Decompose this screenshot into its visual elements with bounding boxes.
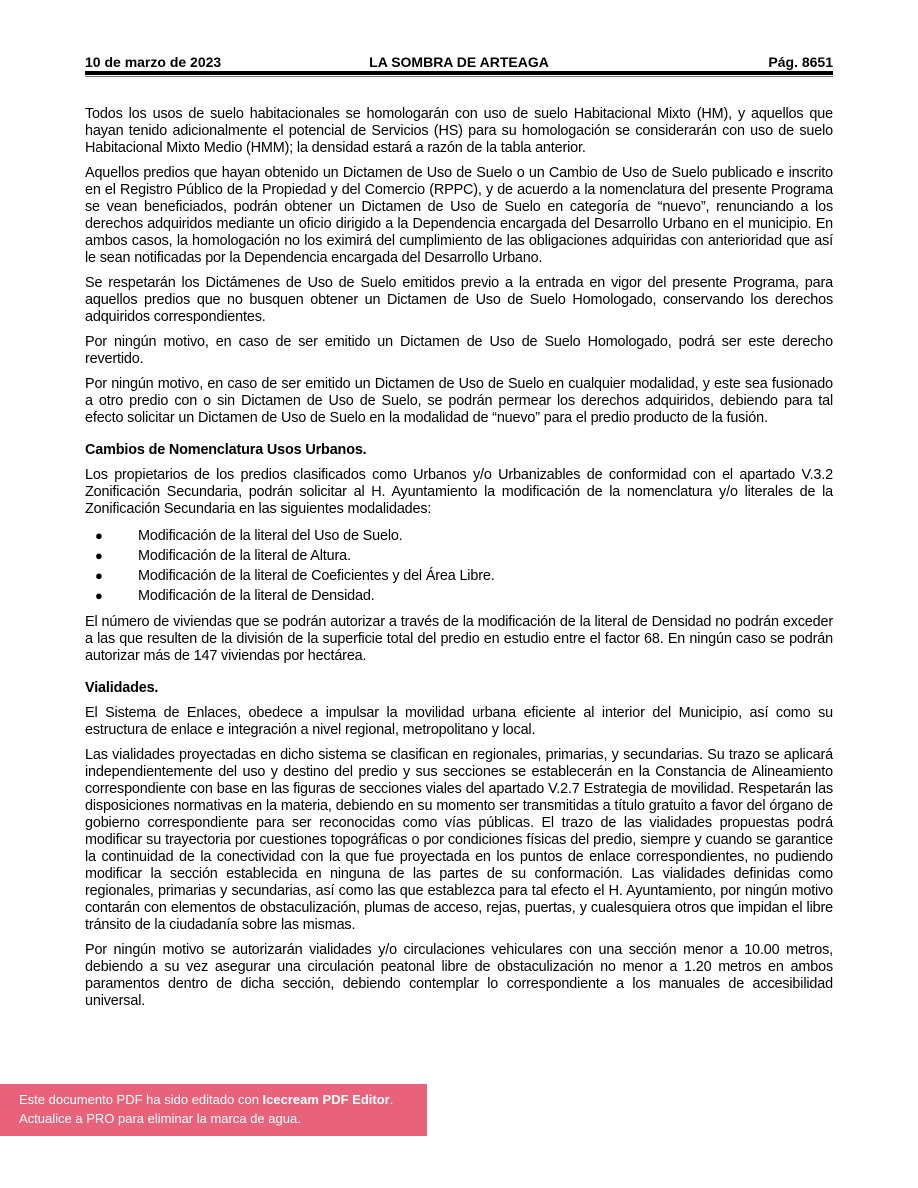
- bullet-icon: ●: [95, 568, 103, 583]
- paragraph-homologation: Todos los usos de suelo habitacionales se homologarán con uso de suelo Habitacional Mixto (HM), y aquellos que hayan tenido adicionalmente el potencial de Servicios (HS) para su homologación se considerarán con uso de suelo Habitacional Mixto Medio (HMM); la densidad estará a razón de la tabla anterior.: [85, 106, 833, 156]
- paragraph-density-limit: El número de viviendas que se podrán autorizar a través de la modificación de la literal de Densidad no podrán exceder a las que resulten de la división de la superficie total del predio en estudio entre el factor 68. En ningún caso se podrán autorizar más de 147 viviendas por hectárea.: [85, 614, 833, 664]
- list-item-text: Modificación de la literal de Altura.: [138, 548, 351, 564]
- header-page-number: Pág. 8651: [768, 54, 833, 70]
- paragraph-fusion: Por ningún motivo, en caso de ser emitido un Dictamen de Uso de Suelo en cualquier modalidad, y este sea fusionado a otro predio con o sin Dictamen de Uso de Suelo, se podrán permear los derechos adquiridos, debiendo para tal efecto solicitar un Dictamen de Uso de Suelo en la modalidad de “nuevo” para el predio producto de la fusión.: [85, 376, 833, 426]
- paragraph-sistema-enlaces: El Sistema de Enlaces, obedece a impulsar la movilidad urbana eficiente al interior del Municipio, así como su estructura de enlace e integración a nivel regional, metropolitano y local.: [85, 705, 833, 738]
- section-heading-vialidades: Vialidades.: [85, 680, 159, 696]
- watermark-punct: .: [389, 1092, 394, 1107]
- watermark-line-2: Actualice a PRO para eliminar la marca de agua.: [19, 1111, 301, 1126]
- document-body: [85, 106, 833, 1018]
- paragraph-vialidades-proyectadas: Las vialidades proyectadas en dicho sistema se clasifican en regionales, primarias, y secundarias. Su trazo se aplicará independientemente del uso y destino del predio y sus secciones se establecerán en la Constancia de Alineamiento correspondiente con base en las figuras de secciones viales del apartado V.2.7 Estrategia de movilidad. Respetarán las disposiciones normativas en la materia, debiendo en su momento ser transmitidas a título gratuito a favor del órgano de gobierno correspondiente para ser reconocidas como vías públicas. El trazo de las vialidades propuestas podrá modificar su trayectoria por cuestiones topográficas o por condiciones físicas del predio, siempre y cuando se garantice la continuidad de la conectividad con la que fue proyectada en los puntos de enlace correspondientes, no pudiendo modificar la sección establecida en ninguna de las partes de su conformación. Las vialidades definidas como regionales, primarias y secundarias, así como las que establezca para tal efecto el H. Ayuntamiento, por ningún motivo contarán con elementos de obstaculización, plumas de acceso, rejas, puertas, y cualesquiera otros que impidan el libre tránsito de la ciudadanía sobre las mismas.: [85, 747, 833, 933]
- page-header: [85, 53, 833, 71]
- list-item-text: Modificación de la literal de Densidad.: [138, 588, 375, 604]
- list-item-text: Modificación de la literal de Coeficientes y del Área Libre.: [138, 568, 495, 584]
- paragraph-dictamen-nuevo: Aquellos predios que hayan obtenido un Dictamen de Uso de Suelo o un Cambio de Uso de Suelo publicado e inscrito en el Registro Público de la Propiedad y del Comercio (RPPC), y de acuerdo a la nomenclatura del presente Programa se vean beneficiados, podrán obtener un Dictamen de Uso de Suelo en categoría de “nuevo”, renunciando a los derechos adquiridos mediante un oficio dirigido a la Dependencia encargada del Desarrollo Urbano en el municipio. En ambos casos, la homologación no los eximirá del cumplimiento de las obligaciones adquiridas con anterioridad que así le sean notificadas por la Dependencia encargada del Desarrollo Urbano.: [85, 165, 833, 266]
- paragraph-nomenclatura-intro: Los propietarios de los predios clasificados como Urbanos y/o Urbanizables de conformidad con el apartado V.3.2 Zonificación Secundaria, podrán solicitar al H. Ayuntamiento la modificación de la nomenclatura y/o literales de la Zonificación Secundaria en las siguientes modalidades:: [85, 467, 833, 517]
- list-item: [85, 566, 833, 586]
- header-rule-thick: [85, 71, 833, 75]
- header-rule-thin: [85, 76, 833, 77]
- bullet-icon: ●: [95, 528, 103, 543]
- bullet-icon: ●: [95, 588, 103, 603]
- list-item: [85, 526, 833, 546]
- watermark-text: Este documento PDF ha sido editado con: [19, 1092, 263, 1107]
- bullet-icon: ●: [95, 548, 103, 563]
- header-date: 10 de marzo de 2023: [85, 54, 222, 70]
- paragraph-respect-dictamenes: Se respetarán los Dictámenes de Uso de Suelo emitidos previo a la entrada en vigor del presente Programa, para aquellos predios que no busquen obtener un Dictamen de Uso de Suelo Homologado, conservando los derechos adquiridos correspondientes.: [85, 275, 833, 325]
- list-item: [85, 546, 833, 566]
- header-title: LA SOMBRA DE ARTEAGA: [369, 54, 549, 70]
- paragraph-seccion-minima: Por ningún motivo se autorizarán vialidades y/o circulaciones vehiculares con una sección menor a 10.00 metros, debiendo a su vez asegurar una circulación peatonal libre de obstaculización no menor a 1.20 metros en ambos paramentos dentro de dicha sección, debiendo contemplar lo correspondiente a los manuales de accesibilidad universal.: [85, 942, 833, 1009]
- paragraph-not-reverted: Por ningún motivo, en caso de ser emitido un Dictamen de Uso de Suelo Homologado, podrá ser este derecho revertido.: [85, 334, 833, 367]
- section-heading-nomenclatura: Cambios de Nomenclatura Usos Urbanos.: [85, 442, 367, 458]
- list-item: [85, 586, 833, 606]
- list-item-text: Modificación de la literal del Uso de Suelo.: [138, 528, 403, 544]
- watermark-brand: Icecream PDF Editor: [262, 1092, 390, 1107]
- watermark-line-1: [19, 1090, 427, 1109]
- watermark-banner[interactable]: [0, 1084, 427, 1136]
- modalidades-list: [85, 526, 833, 606]
